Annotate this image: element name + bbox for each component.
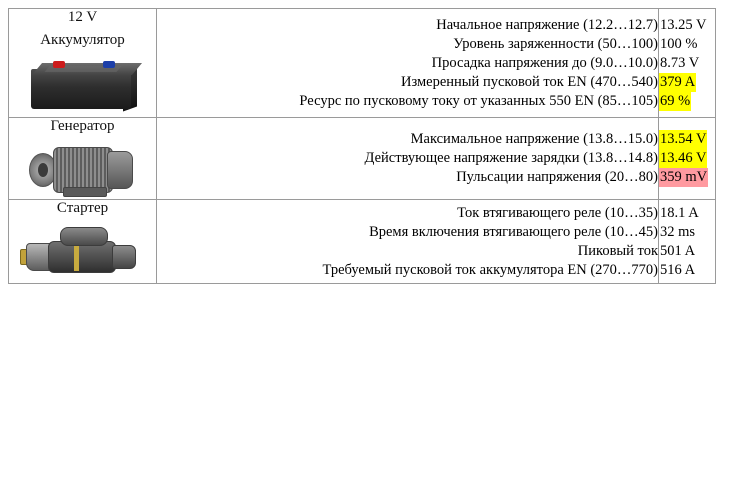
param-value: 32 ms [660, 223, 696, 240]
param-value-highlighted: 13.54 V [660, 131, 707, 147]
table-row [9, 118, 716, 200]
param-label: Ресурс по пусковому току от указанных 550 EN (85…105) [299, 92, 658, 109]
section-values-battery [659, 9, 716, 118]
alternator-icon [23, 141, 143, 199]
param-value-highlighted: 13.46 V [660, 150, 707, 166]
section-icon-cell-alternator [9, 118, 157, 200]
section-title-alternator: Генератор [50, 118, 115, 134]
param-label: Начальное напряжение (12.2…12.7) [436, 16, 658, 33]
param-label: Время включения втягивающего реле (10…45) [369, 223, 658, 240]
param-label: Действующее напряжение зарядки (13.8…14.8) [364, 150, 658, 166]
section-params-starter [157, 200, 659, 284]
param-label: Пиковый ток [577, 242, 658, 259]
param-value: 13.25 V [660, 16, 707, 33]
param-label: Максимальное напряжение (13.8…15.0) [410, 131, 658, 147]
section-params-battery [157, 9, 659, 118]
param-value-highlighted: 359 mV [660, 169, 708, 185]
param-label: Уровень заряженности (50…100) [453, 35, 658, 52]
diagnostic-report-sheet [0, 8, 747, 497]
param-label: Измеренный пусковой ток EN (470…540) [401, 73, 658, 90]
param-value: 501 A [660, 242, 696, 259]
table-row [9, 9, 716, 118]
diagnostic-report-table [8, 8, 716, 284]
param-value: 8.73 V [660, 54, 700, 71]
section-title-battery-line2: Аккумулятор [40, 32, 125, 48]
starter-motor-icon [20, 223, 146, 283]
battery-negative-terminal-icon [103, 61, 115, 68]
param-label: Ток втягивающего реле (10…35) [457, 204, 658, 221]
section-icon-cell-battery [9, 9, 157, 118]
section-params-alternator [157, 118, 659, 200]
section-values-starter [659, 200, 716, 284]
table-row [9, 200, 716, 284]
section-icon-cell-starter [9, 200, 157, 284]
car-battery-icon [27, 55, 139, 117]
section-title-battery-line1: 12 V [67, 9, 98, 25]
param-label: Требуемый пусковой ток аккумулятора EN (270…770) [322, 261, 658, 278]
param-label: Просадка напряжения до (9.0…10.0) [431, 54, 658, 71]
section-values-alternator [659, 118, 716, 200]
param-value: 18.1 A [660, 204, 699, 221]
param-label: Пульсации напряжения (20…80) [456, 169, 658, 185]
section-title-starter: Стартер [56, 200, 109, 216]
param-value: 100 % [660, 35, 698, 52]
param-value-highlighted: 379 A [660, 73, 696, 90]
param-value-highlighted: 69 % [660, 92, 691, 109]
param-value: 516 A [660, 261, 696, 278]
battery-positive-terminal-icon [53, 61, 65, 68]
